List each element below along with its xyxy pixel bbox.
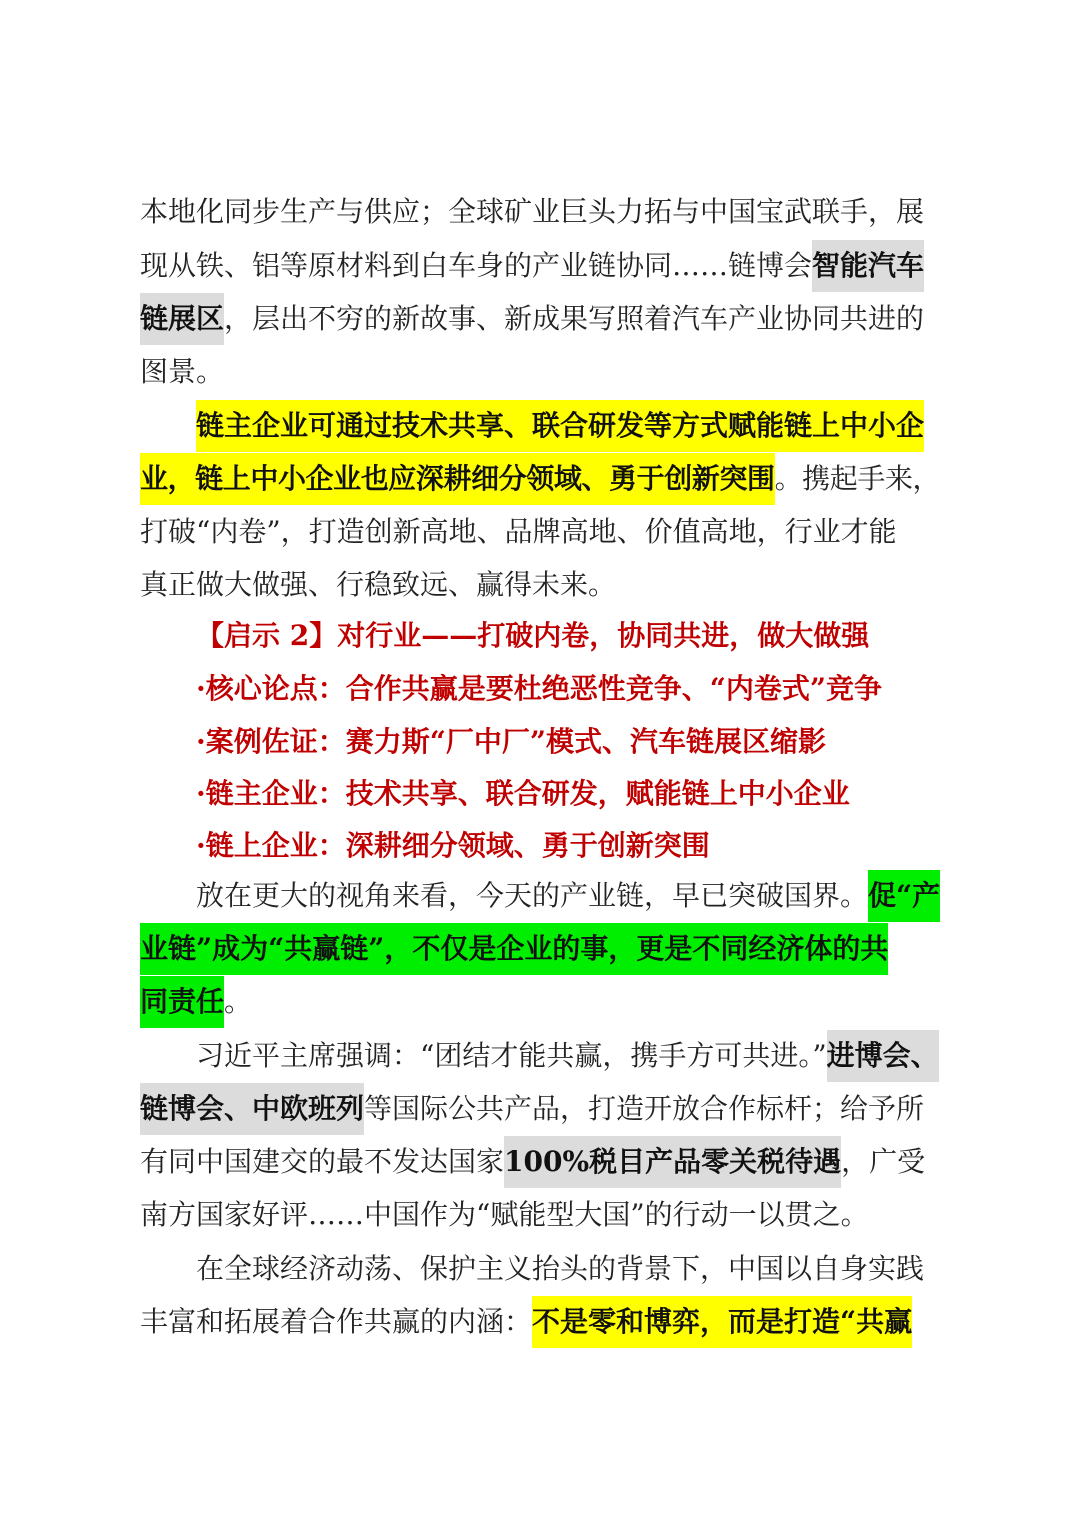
p5-line1	[196, 1243, 940, 1295]
p4-line1	[196, 1030, 940, 1082]
insight-point-4	[196, 820, 940, 872]
p1-line1-text: 本地化同步生产与供应；全球矿业巨头力拓与中国宝武联手，展	[140, 195, 925, 228]
p4-line3-highlight: 100%税目产品零关税待遇	[504, 1136, 841, 1188]
p2-line4-text: 真正做大做强、行稳致远、赢得未来。	[140, 568, 617, 601]
p3-line2-highlight: 业链”成为“共赢链”，不仅是企业的事，更是不同经济体的共	[140, 923, 888, 975]
insight-point-1-text: ·核心论点：合作共赢是要杜绝恶性竞争、“内卷式”竞争	[196, 672, 882, 705]
p1-line2	[140, 240, 940, 292]
p4-line3-text-b: ，广受	[841, 1145, 926, 1178]
p4-line4	[140, 1189, 940, 1241]
p1-line3	[140, 293, 940, 345]
p4-line2	[140, 1083, 940, 1135]
p5-line2	[140, 1296, 940, 1348]
p2-line1-highlight: 链主企业可通过技术共享、联合研发等方式赋能链上中小企	[196, 400, 924, 452]
p3-line3-highlight: 同责任	[140, 976, 224, 1028]
p1-line1	[140, 186, 940, 238]
p2-line2-text: 。携起手来，	[774, 462, 941, 495]
insight-point-2	[196, 716, 940, 768]
p3-line3	[140, 976, 940, 1028]
p4-line3-text-a: 有同中国建交的最不发达国家	[140, 1145, 505, 1178]
p5-line2-text: 丰富和拓展着合作共赢的内涵：	[140, 1305, 533, 1338]
p2-line1	[196, 400, 940, 452]
p1-line4	[140, 346, 940, 398]
p5-line2-highlight: 不是零和博弈，而是打造“共赢	[532, 1296, 912, 1348]
p3-line1	[196, 870, 940, 922]
p1-line2-highlight: 智能汽车	[812, 240, 924, 292]
p2-line2	[140, 453, 940, 505]
p5-line1-text: 在全球经济动荡、保护主义抬头的背景下，中国以自身实践	[196, 1252, 925, 1285]
p4-line2-text: 等国际公共产品，打造开放合作标杆；给予所	[364, 1092, 925, 1125]
insight-point-3	[196, 768, 940, 820]
p3-line1-highlight: 促“产	[868, 870, 940, 922]
p2-line3-text: 打破“内卷”，打造创新高地、品牌高地、价值高地，行业才能	[140, 515, 897, 548]
insight-point-2-text: ·案例佐证：赛力斯“厂中厂”模式、汽车链展区缩影	[196, 725, 826, 758]
p1-line3-text: ，层出不穷的新故事、新成果写照着汽车产业协同共进的	[224, 302, 925, 335]
p2-line2-highlight: 业，链上中小企业也应深耕细分领域、勇于创新突围	[140, 453, 775, 505]
p3-line1-text: 放在更大的视角来看，今天的产业链，早已突破国界。	[196, 879, 869, 912]
insight-point-4-text: ·链上企业：深耕细分领域、勇于创新突围	[196, 829, 710, 862]
insight-heading	[196, 610, 940, 662]
p4-line2-highlight: 链博会、中欧班列	[140, 1083, 364, 1135]
p4-line1-text: 习近平主席强调：“团结才能共赢，携手方可共进。”	[196, 1039, 827, 1072]
p1-line2-text: 现从铁、铝等原材料到白车身的产业链协同……链博会	[140, 249, 813, 282]
p4-line3	[140, 1136, 940, 1188]
p1-line4-text: 图景。	[140, 355, 225, 388]
p1-line3-highlight: 链展区	[140, 293, 224, 345]
insight-heading-text: 【启示 2】对行业——打破内卷，协同共进，做大做强	[196, 619, 870, 652]
insight-point-1	[196, 663, 940, 715]
p4-line1-highlight: 进博会、	[827, 1030, 939, 1082]
p2-line3	[140, 506, 940, 558]
p2-line4	[140, 559, 940, 611]
p3-line3-text: 。	[224, 985, 253, 1018]
p3-line2	[140, 923, 940, 975]
insight-point-3-text: ·链主企业：技术共享、联合研发，赋能链上中小企业	[196, 777, 850, 810]
p4-line4-text: 南方国家好评……中国作为“赋能型大国”的行动一以贯之。	[140, 1198, 869, 1231]
